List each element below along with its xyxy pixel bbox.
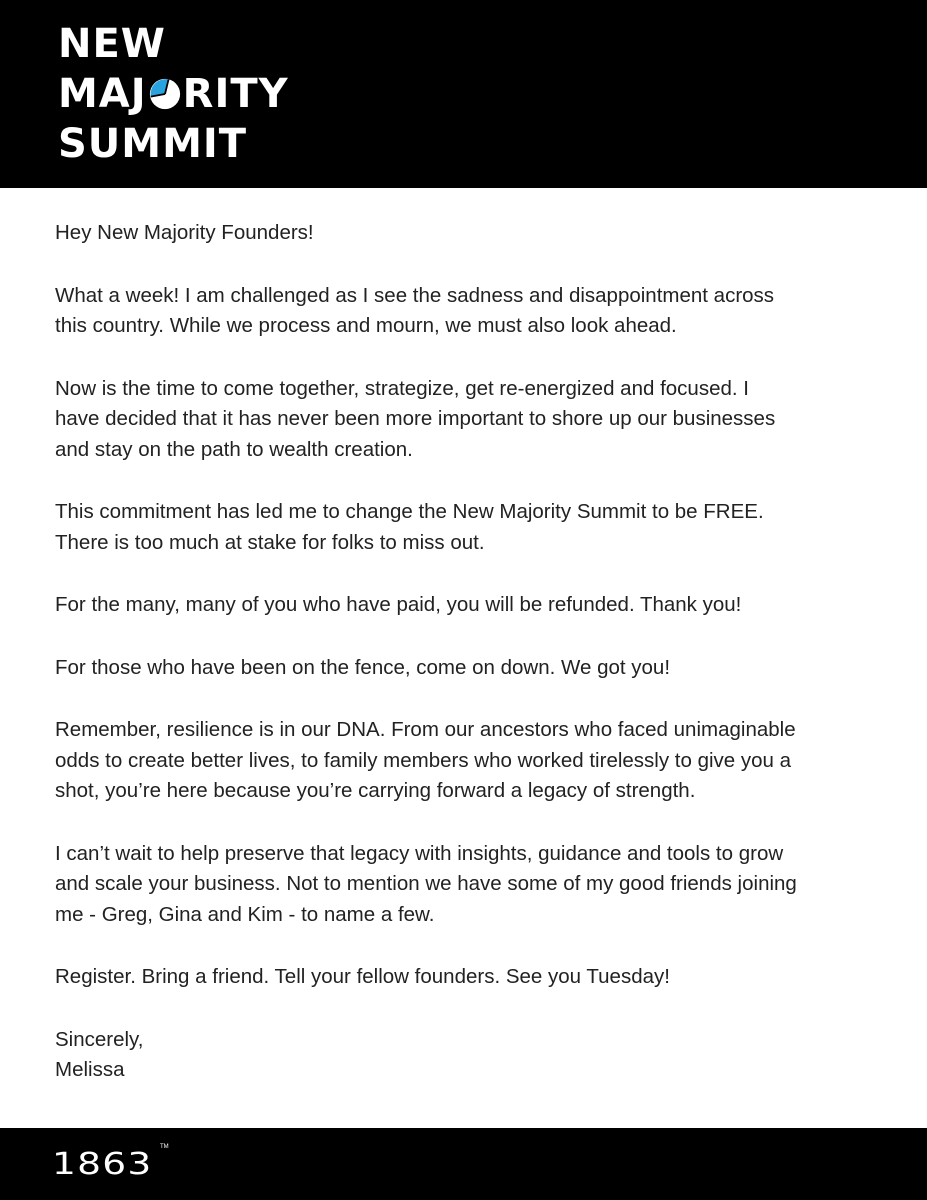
letter-body	[55, 218, 895, 1086]
paragraph-line: There is too much at stake for folks to miss out.	[55, 530, 485, 554]
trademark-mark: TM	[160, 1144, 169, 1150]
paragraph-line: For the many, many of you who have paid, you will be refunded. Thank you!	[55, 593, 742, 616]
letter-paragraph	[55, 653, 895, 684]
paragraph-line: shot, you’re here because you’re carrying forward a legacy of strength.	[55, 779, 696, 802]
letter-paragraph	[55, 962, 895, 993]
header-banner	[0, 0, 927, 188]
letter-paragraph	[55, 715, 895, 807]
paragraph-line: and scale your business. Not to mention we have some of my good friends joining	[55, 872, 797, 895]
paragraph-line: have decided that it has never been more important to shore up our businesses	[55, 407, 776, 430]
paragraph-line: me - Greg, Gina and Kim - to name a few.	[55, 902, 435, 926]
paragraph-line: This commitment has led me to change the New Majority Summit to be FREE.	[55, 500, 764, 523]
logo-line-2	[58, 70, 289, 120]
closing: Sincerely,	[55, 1027, 144, 1051]
paragraph-line: Register. Bring a friend. Tell your fellow founders. See you Tuesday!	[55, 965, 670, 988]
logo-text-part: MAJ	[58, 71, 147, 117]
letter-paragraph	[55, 590, 895, 621]
letter-paragraph	[55, 281, 895, 342]
logo-text-part: RITY	[182, 71, 289, 117]
paragraph-line: Remember, resilience is in our DNA. From our ancestors who faced unimaginable	[55, 718, 796, 741]
paragraph-line: For those who have been on the fence, come on down. We got you!	[55, 655, 671, 679]
brand-1863-logo: 1863	[52, 1147, 153, 1182]
logo-line-3: SUMMIT	[58, 121, 248, 167]
new-majority-summit-logo	[58, 20, 289, 170]
paragraph-line: odds to create better lives, to family members who worked tirelessly to give you a	[55, 748, 792, 772]
greeting: Hey New Majority Founders!	[55, 221, 314, 244]
signature: Melissa	[55, 1058, 125, 1081]
paragraph-line: What a week! I am challenged as I see the sadness and disappointment across	[55, 283, 775, 307]
letter-paragraph	[55, 839, 895, 931]
paragraph-line: I can’t wait to help preserve that legacy with insights, guidance and tools to grow	[55, 841, 784, 865]
letter-paragraph	[55, 497, 895, 558]
pie-chart-icon	[149, 78, 181, 110]
logo-line-1: NEW	[58, 21, 166, 67]
letter-paragraph	[55, 374, 895, 466]
paragraph-line: Now is the time to come together, strategize, get re-energized and focused. I	[55, 376, 749, 400]
paragraph-line: this country. While we process and mourn, we must also look ahead.	[55, 314, 677, 337]
paragraph-line: and stay on the path to wealth creation.	[55, 437, 413, 461]
footer-banner	[0, 1128, 927, 1200]
